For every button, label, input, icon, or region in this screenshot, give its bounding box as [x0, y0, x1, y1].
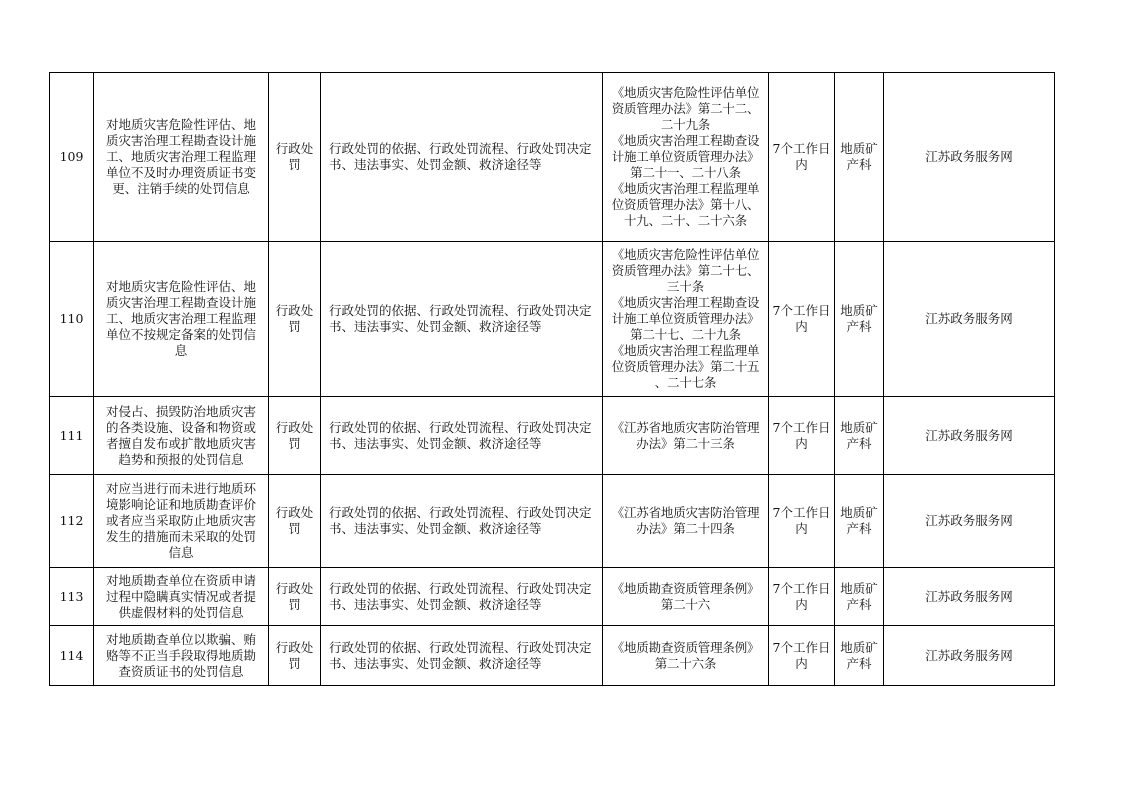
legal-basis-line: 资质管理办法》第二十七、: [611, 263, 760, 278]
responsible-department: 地质矿产科: [835, 397, 884, 475]
legal-basis: [603, 626, 769, 686]
disclosure-channel: 江苏政务服务网: [884, 568, 1055, 626]
disclosure-deadline: 7个工作日内: [769, 73, 835, 242]
item-name: 对地质勘查单位在资质申请过程中隐瞒真实情况或者提供虚假材料的处罚信息: [94, 568, 269, 626]
responsible-department: 地质矿产科: [835, 73, 884, 242]
disclosure-deadline: 7个工作日内: [769, 475, 835, 568]
row-number: 112: [50, 475, 94, 568]
legal-basis-line: 计施工单位资质管理办法》: [611, 149, 760, 164]
legal-basis-line: 第二十六条: [654, 655, 717, 671]
legal-basis-line: 位资质管理办法》第十八、: [611, 197, 760, 212]
disclosure-channel: 江苏政务服务网: [884, 397, 1055, 475]
disclosure-deadline: 7个工作日内: [769, 242, 835, 397]
disclosure-deadline: 7个工作日内: [769, 626, 835, 686]
disclosure-deadline: 7个工作日内: [769, 397, 835, 475]
legal-basis-line: 第二十六: [660, 596, 711, 612]
legal-basis-line: 《地质灾害治理工程监理单: [611, 343, 760, 358]
row-number: 109: [50, 73, 94, 242]
legal-basis-line: 《地质勘查资质管理条例》: [611, 639, 760, 655]
row-number: 111: [50, 397, 94, 475]
item-category: 行政处罚: [269, 73, 321, 242]
table-row: [50, 626, 1055, 686]
table-row: [50, 475, 1055, 568]
legal-basis: [603, 397, 769, 475]
item-category: 行政处罚: [269, 397, 321, 475]
legal-basis-line: 《江苏省地质灾害防治管理: [611, 419, 760, 435]
disclosure-content: 行政处罚的依据、行政处罚流程、行政处罚决定书、违法事实、处罚金额、救济途径等: [321, 568, 603, 626]
disclosure-deadline: 7个工作日内: [769, 568, 835, 626]
item-name: 对地质灾害危险性评估、地质灾害治理工程勘查设计施工、地质灾害治理工程监理单位不按规定备案的处罚信息: [94, 242, 269, 397]
legal-basis-line: 第二十七、二十九条: [630, 327, 741, 342]
row-number: 113: [50, 568, 94, 626]
table-row: [50, 73, 1055, 242]
disclosure-channel: 江苏政务服务网: [884, 626, 1055, 686]
legal-basis-line: 计施工单位资质管理办法》: [611, 311, 760, 326]
table-row: [50, 568, 1055, 626]
legal-basis-line: 《地质灾害治理工程勘查设: [611, 295, 760, 310]
row-number: 114: [50, 626, 94, 686]
legal-basis: [603, 73, 769, 242]
table-body: [50, 73, 1055, 686]
disclosure-content: 行政处罚的依据、行政处罚流程、行政处罚决定书、违法事实、处罚金额、救济途径等: [321, 397, 603, 475]
legal-basis-line: 十九、二十、二十六条: [623, 213, 747, 228]
item-name: 对侵占、损毁防治地质灾害的各类设施、设备和物资或者擅自发布或扩散地质灾害趋势和预报的处罚信息: [94, 397, 269, 475]
table-row: [50, 242, 1055, 397]
responsible-department: 地质矿产科: [835, 568, 884, 626]
responsible-department: 地质矿产科: [835, 475, 884, 568]
legal-basis-line: 《地质灾害治理工程勘查设: [611, 133, 760, 148]
legal-basis-line: 第二十一、二十八条: [630, 165, 741, 180]
disclosure-channel: 江苏政务服务网: [884, 73, 1055, 242]
legal-basis-line: 三十条: [667, 279, 704, 294]
legal-basis: [603, 475, 769, 568]
disclosure-channel: 江苏政务服务网: [884, 242, 1055, 397]
item-category: 行政处罚: [269, 568, 321, 626]
responsible-department: 地质矿产科: [835, 242, 884, 397]
item-name: 对地质勘查单位以欺骗、贿赂等不正当手段取得地质勘查资质证书的处罚信息: [94, 626, 269, 686]
disclosure-content: 行政处罚的依据、行政处罚流程、行政处罚决定书、违法事实、处罚金额、救济途径等: [321, 73, 603, 242]
disclosure-content: 行政处罚的依据、行政处罚流程、行政处罚决定书、违法事实、处罚金额、救济途径等: [321, 242, 603, 397]
legal-basis: [603, 568, 769, 626]
disclosure-content: 行政处罚的依据、行政处罚流程、行政处罚决定书、违法事实、处罚金额、救济途径等: [321, 475, 603, 568]
legal-basis-line: 资质管理办法》第二十二、: [611, 101, 760, 116]
legal-basis: [603, 242, 769, 397]
legal-basis-line: 《地质灾害治理工程监理单: [611, 181, 760, 196]
legal-basis-line: 办法》第二十四条: [636, 521, 735, 536]
legal-basis-line: 《地质勘查资质管理条例》: [611, 580, 760, 596]
legal-basis-line: 《地质灾害危险性评估单位: [611, 247, 760, 262]
item-category: 行政处罚: [269, 626, 321, 686]
legal-basis-line: 《地质灾害危险性评估单位: [611, 85, 760, 100]
item-category: 行政处罚: [269, 475, 321, 568]
item-name: 对应当进行而未进行地质环境影响论证和地质勘查评价或者应当采取防止地质灾害发生的措施而未采取的处罚信息: [94, 475, 269, 568]
item-category: 行政处罚: [269, 242, 321, 397]
legal-basis-line: 《江苏省地质灾害防治管理: [611, 505, 760, 520]
disclosure-content: 行政处罚的依据、行政处罚流程、行政处罚决定书、违法事实、处罚金额、救济途径等: [321, 626, 603, 686]
legal-basis-line: 二十九条: [660, 117, 711, 132]
disclosure-table: [49, 72, 1055, 686]
responsible-department: 地质矿产科: [835, 626, 884, 686]
legal-basis-line: 、二十七条: [654, 375, 717, 390]
disclosure-channel: 江苏政务服务网: [884, 475, 1055, 568]
table-row: [50, 397, 1055, 475]
legal-basis-line: 位资质管理办法》第二十五: [611, 359, 760, 374]
row-number: 110: [50, 242, 94, 397]
item-name: 对地质灾害危险性评估、地质灾害治理工程勘查设计施工、地质灾害治理工程监理单位不及时办理资质证书变更、注销手续的处罚信息: [94, 73, 269, 242]
legal-basis-line: 办法》第二十三条: [636, 435, 735, 451]
